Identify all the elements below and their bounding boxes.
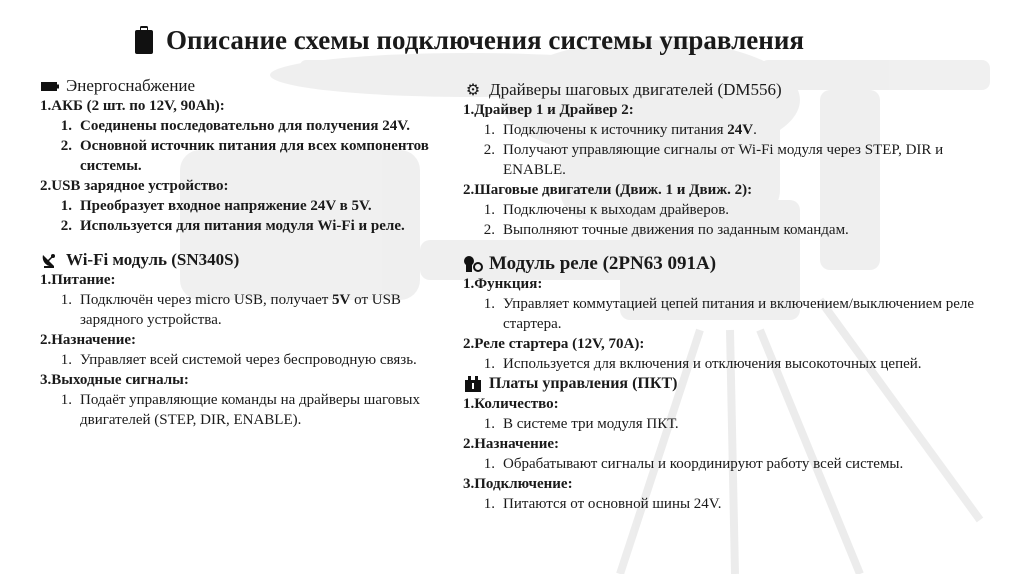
relay-section-heading: Модуль реле (2PN63 091A) — [463, 254, 1008, 274]
list-item: 1. Управляет коммутацией цепей питания и включением/выключением реле стартера. — [483, 296, 974, 332]
toggle-icon — [463, 255, 483, 273]
list-item: 2. Основной источник питания для всех компонентов системы. — [60, 138, 429, 174]
satellite-dish-icon — [40, 251, 60, 269]
pkt-section-heading: Платы управления (ПКТ) — [463, 374, 1008, 394]
list-item: 1. Соединены последовательно для получения 24V. — [60, 118, 410, 134]
list-item: 1. Питаются от основной шины 24V. — [483, 496, 722, 512]
list-item: 1. Подключён через micro USB, получает 5V от USB зарядного устройства. — [60, 292, 401, 328]
list-item: 1. Подаёт управляющие команды на драйверы шаговых двигателей (STEP, DIR, ENABLE). — [60, 392, 420, 428]
list-item: 1. Используется для включения и отключения высокоточных цепей. — [483, 356, 922, 372]
battery-icon — [40, 77, 60, 95]
page-title — [134, 20, 894, 60]
list-item: 1. Преобразует входное напряжение 24V в 5V. — [60, 198, 372, 214]
right-column — [463, 80, 1008, 514]
drivers-section-heading: ⚙ Драйверы шаговых двигателей (DM556) — [463, 80, 1008, 100]
pkt-purpose-title: 2.Назначение: — [463, 436, 560, 452]
wifi-purpose-title: 2.Назначение: — [40, 332, 137, 348]
drivers-title: 1.Драйвер 1 и Драйвер 2: — [463, 102, 634, 118]
page-title-text: Описание схемы подключения системы управления — [166, 24, 805, 55]
wifi-power-title: 1.Питание: — [40, 272, 116, 288]
list-item: 1. Подключены к выходам драйверов. — [483, 202, 730, 218]
list-item: 2. Выполняют точные движения по заданным командам. — [483, 222, 849, 238]
pkt-count-title: 1.Количество: — [463, 396, 559, 412]
list-item: 1. Управляет всей системой через беспроводную связь. — [60, 352, 417, 368]
list-item: 1. Подключены к источнику питания 24V. — [483, 122, 757, 138]
starter-relay-title: 2.Реле стартера (12V, 70A): — [463, 336, 645, 352]
akb-list — [40, 116, 435, 176]
gear-icon: ⚙ — [465, 80, 481, 99]
wifi-section-heading: Wi-Fi модуль (SN340S) — [40, 250, 435, 270]
list-item: 2. Получают управляющие сигналы от Wi-Fi модуля через STEP, DIR и ENABLE. — [483, 142, 944, 178]
usb-list — [40, 196, 435, 236]
motors-title: 2.Шаговые двигатели (Движ. 1 и Движ. 2): — [463, 182, 753, 198]
power-section-heading: Энергоснабжение — [40, 76, 435, 96]
pkt-connection-title: 3.Подключение: — [463, 476, 573, 492]
list-item: 1. Обрабатывают сигналы и координируют работу всей системы. — [483, 456, 904, 472]
akb-title: 1.АКБ (2 шт. по 12V, 90Ah): — [40, 98, 225, 114]
left-column — [40, 76, 435, 430]
wifi-out-title: 3.Выходные сигналы: — [40, 372, 189, 388]
list-item: 2. Используется для питания модуля Wi-Fi и реле. — [60, 218, 405, 234]
clipboard-icon — [134, 25, 154, 55]
usb-title: 2.USB зарядное устройство: — [40, 178, 229, 194]
list-item: 1. В системе три модуля ПКТ. — [483, 416, 679, 432]
relay-function-title: 1.Функция: — [463, 276, 543, 292]
circuit-board-icon — [463, 375, 483, 393]
